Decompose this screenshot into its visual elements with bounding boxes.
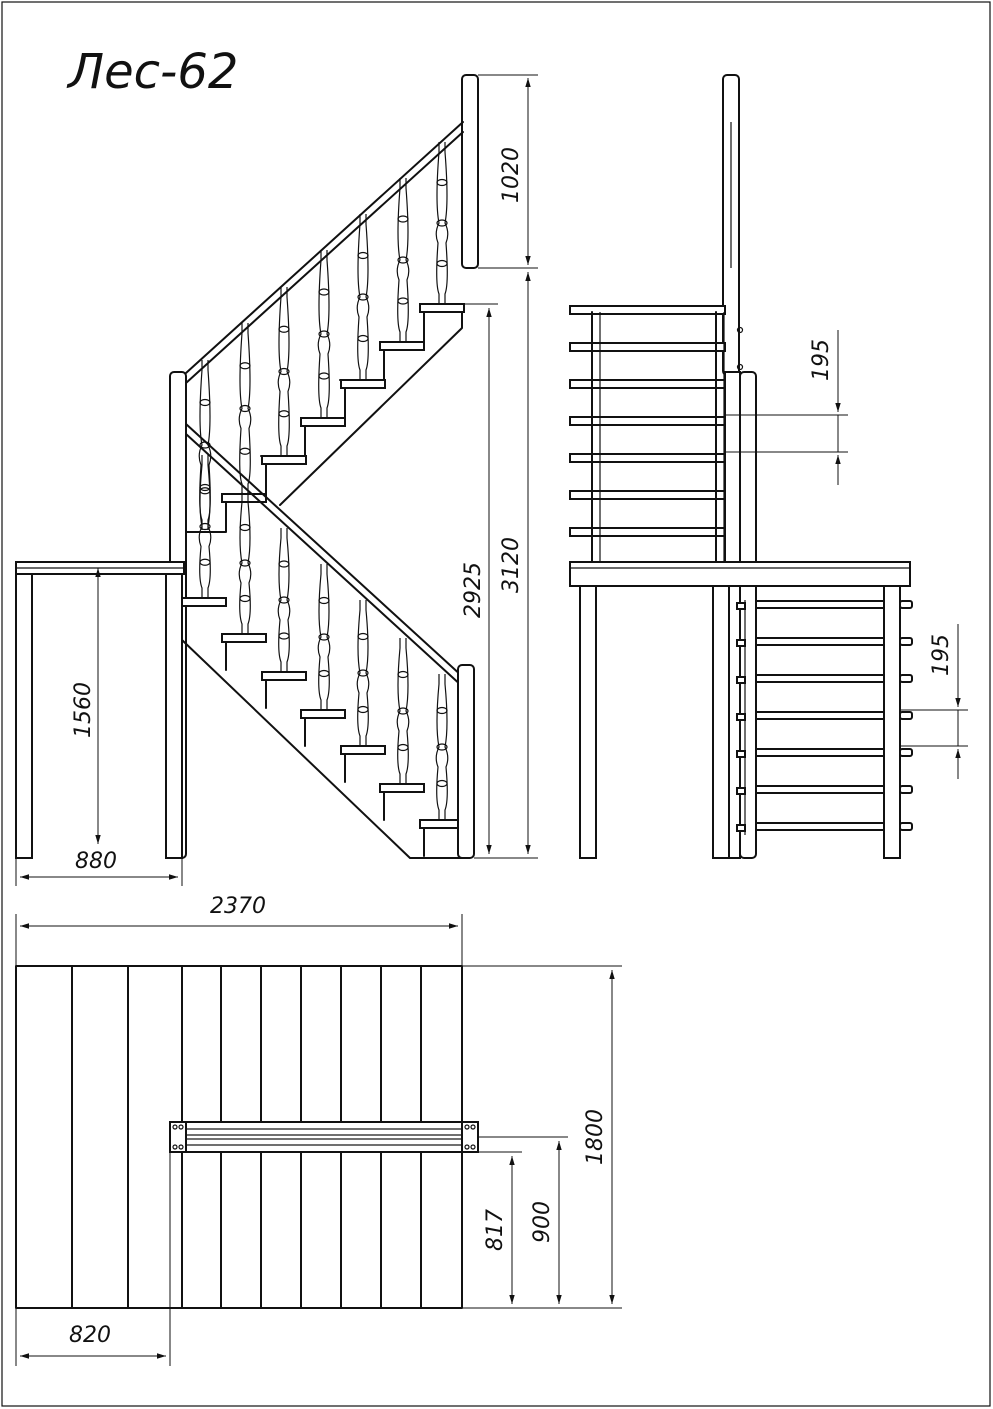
sheet-border [2,2,990,1406]
side-lower-tread [756,823,884,830]
upper-step-tread [380,342,424,350]
lower-flight-steps [182,598,464,856]
dim-1800: 1800 [583,1109,608,1165]
front-elevation [16,75,538,886]
landing-leg-right [166,574,182,858]
dim-817: 817 [483,1209,508,1251]
side-upper-tread [570,343,725,351]
dim-195-upper: 195 [809,339,834,381]
lower-step-tread [182,598,226,606]
upper-step-tread [420,304,464,312]
side-lower-tread [756,712,884,719]
side-lower-tread [756,786,884,793]
baluster [278,287,290,456]
upper-step-tread [262,456,306,464]
side-upper-tread [570,306,725,314]
dim-195-lower: 195 [929,634,954,676]
side-upper-tread [570,454,725,462]
side-upper-tread [570,417,725,425]
dim-2925: 2925 [461,562,486,618]
dim-820: 820 [69,1323,111,1348]
upper-step-tread [301,418,345,426]
upper-step-tread [341,380,385,388]
baluster [318,250,330,418]
lower-step-tread [380,784,424,792]
side-upper-tread [570,380,725,388]
dim-3120: 3120 [499,537,524,593]
dim-2370: 2370 [210,894,266,919]
lower-step-tread [262,672,306,680]
baluster [397,638,409,784]
baluster [199,455,211,598]
baluster [239,323,251,494]
baluster [436,142,448,304]
landing-leg-left [16,574,32,858]
baluster [397,178,409,342]
baluster [357,600,369,746]
side-elevation [570,75,968,858]
side-upper-tread [570,528,725,536]
side-lower-tread [756,675,884,682]
plan-view [16,894,622,1366]
lower-step-tread [222,634,266,642]
plan-center-rail [170,1122,478,1152]
baluster [239,492,251,634]
dim-1560: 1560 [71,682,96,738]
baluster [436,674,448,820]
lower-handrail [186,424,463,687]
side-lower-tread [756,638,884,645]
side-leg-right [884,586,900,858]
baluster [357,214,369,380]
side-landing-newel [740,372,756,858]
dim-1020: 1020 [499,147,524,203]
lower-step-tread [301,710,345,718]
lower-step-tread [341,746,385,754]
side-landing-platform [570,562,910,586]
side-leg-left [580,586,596,858]
baluster [318,564,330,710]
baluster [278,528,290,672]
drawing-title: Лес-62 [68,44,239,100]
bottom-newel-post [458,665,474,858]
side-lower-tread [756,749,884,756]
dim-880: 880 [75,849,117,874]
side-upper-tread [570,491,725,499]
side-lower-tread [756,601,884,608]
upper-stringer [280,304,462,505]
dim-900: 900 [530,1201,555,1243]
top-newel-post [462,75,478,268]
